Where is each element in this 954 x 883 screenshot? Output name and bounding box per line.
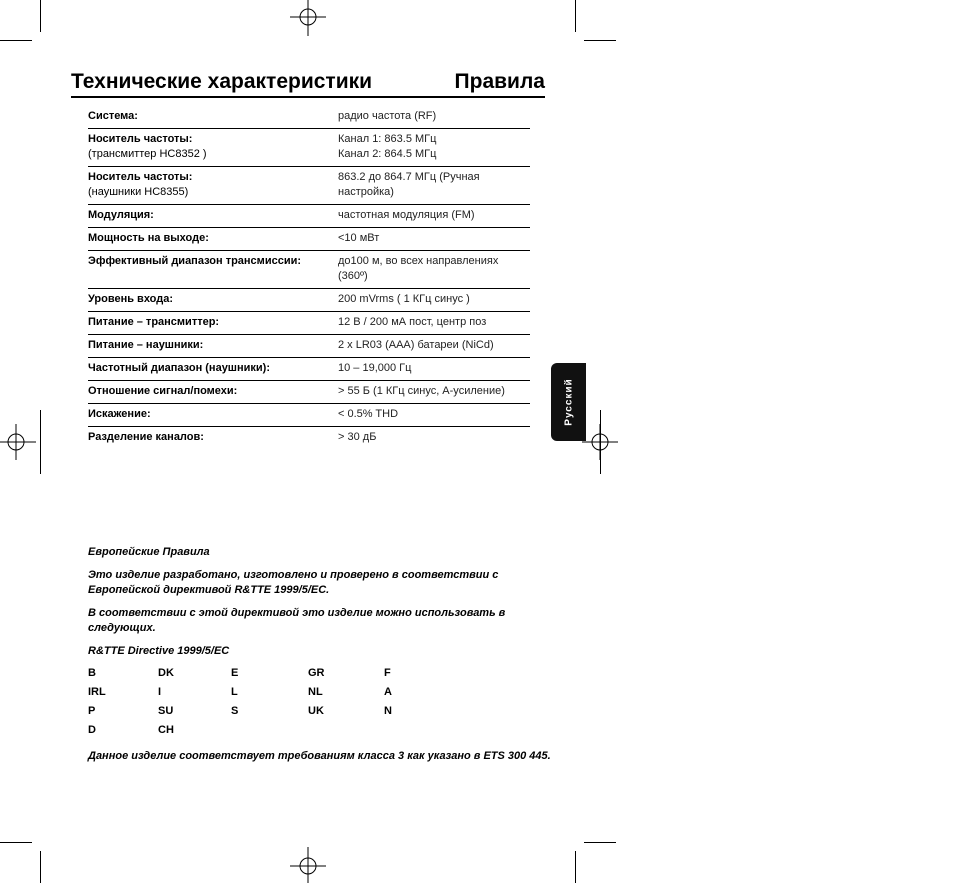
regulations-paragraph: В соответствии с этой директивой это изделие можно использовать в следующих. [88,607,506,634]
spec-value: 12 В / 200 мА пост, центр поз [338,316,487,328]
spec-label-cell [88,338,338,353]
spec-sublabel: (трансмиттер HC8352 ) [88,148,207,160]
spec-value: 200 mVrms ( 1 КГц синус ) [338,293,470,305]
country-code: DK [158,667,174,679]
spec-label: Модуляция: [88,209,154,221]
spec-label: Отношение сигнал/помехи: [88,385,238,397]
spec-label-cell [88,315,338,330]
spec-value: радио частота (RF) [338,110,437,122]
spec-row [88,335,530,358]
country-code: NL [308,686,323,698]
spec-label-cell [88,361,338,376]
section-title: Правила [454,70,545,93]
spec-value: <10 мВт [338,232,380,244]
spec-value: > 55 Б (1 КГц синус, A-усиление) [338,385,505,397]
spec-row [88,251,530,289]
spec-row [88,358,530,381]
country-code: N [384,705,392,717]
country-code: F [384,667,391,679]
crop-mark [0,40,32,41]
compliance-note: Данное изделие соответствует требованиям класса 3 как указано в ETS 300 445. [88,750,551,762]
header-divider [71,96,545,98]
spec-label: Питание – наушники: [88,339,204,351]
crop-mark [575,0,576,32]
spec-sublabel: (наушники HC8355) [88,186,189,198]
language-tab [551,363,586,441]
country-code: E [231,667,239,679]
spec-label: Носитель частоты: [88,133,193,145]
spec-label-cell [88,292,338,307]
country-list [88,667,558,736]
country-code: A [384,686,392,698]
spec-row [88,427,530,449]
country-code: B [88,667,96,679]
spec-label-cell [88,430,338,445]
crop-mark [40,851,41,883]
directive-name: R&TTE Directive 1999/5/EC [88,645,230,657]
crop-mark [40,410,41,474]
registration-mark-icon [290,0,326,36]
spec-row [88,289,530,312]
regulations-section [88,545,558,772]
page-title: Технические характеристики [71,70,373,93]
country-code: IRL [88,686,106,698]
spec-label-cell [88,254,338,284]
spec-row [88,205,530,228]
spec-row [88,381,530,404]
spec-label-cell [88,231,338,246]
country-code: SU [158,705,174,717]
regulations-paragraph: Это изделие разработано, изготовлено и проверено в соответствии с Европейской директивой R&TTE 1999/5/EC. [88,569,499,596]
crop-mark [40,0,41,32]
spec-label: Уровень входа: [88,293,174,305]
spec-label: Система: [88,110,138,122]
spec-row [88,167,530,205]
spec-row [88,106,530,129]
registration-mark-icon [290,847,326,883]
country-code: S [231,705,239,717]
spec-label: Эффективный диапазон трансмиссии: [88,255,302,267]
spec-label-cell [88,109,338,124]
registration-mark-icon [0,424,36,460]
spec-row [88,228,530,251]
country-code: UK [308,705,324,717]
regulations-heading: Европейские Правила [88,546,210,558]
spec-value: > 30 дБ [338,431,377,443]
spec-label: Частотный диапазон (наушники): [88,362,270,374]
country-code: P [88,705,96,717]
crop-mark [584,842,616,843]
spec-value: < 0.5% THD [338,408,399,420]
country-code: CH [158,724,174,736]
spec-label-cell [88,170,338,200]
spec-label: Искажение: [88,408,151,420]
spec-label: Носитель частоты: [88,171,193,183]
spec-row [88,312,530,335]
crop-mark [575,851,576,883]
spec-row [88,129,530,167]
crop-mark [584,40,616,41]
country-code: I [158,686,162,698]
spec-label: Разделение каналов: [88,431,204,443]
crop-mark [0,842,32,843]
spec-value: частотная модуляция (FM) [338,209,475,221]
registration-mark-icon [582,424,618,460]
language-tab-label: Русский [563,378,574,426]
spec-value: 863.2 до 864.7 МГц (Ручная настройка) [338,171,480,198]
spec-value: до100 м, во всех направлениях (360º) [338,255,499,282]
spec-value: 10 – 19,000 Гц [338,362,412,374]
spec-label: Мощность на выходе: [88,232,209,244]
specifications-table [88,106,530,449]
spec-value: 2 x LR03 (AAA) батареи (NiCd) [338,339,494,351]
country-code: L [231,686,238,698]
spec-label: Питание – трансмиттер: [88,316,220,328]
spec-row [88,404,530,427]
spec-label-cell [88,132,338,162]
spec-value: Канал 1: 863.5 МГц Канал 2: 864.5 МГц [338,133,437,160]
spec-label-cell [88,208,338,223]
country-code: D [88,724,96,736]
spec-label-cell [88,384,338,399]
country-code: GR [308,667,325,679]
spec-label-cell [88,407,338,422]
